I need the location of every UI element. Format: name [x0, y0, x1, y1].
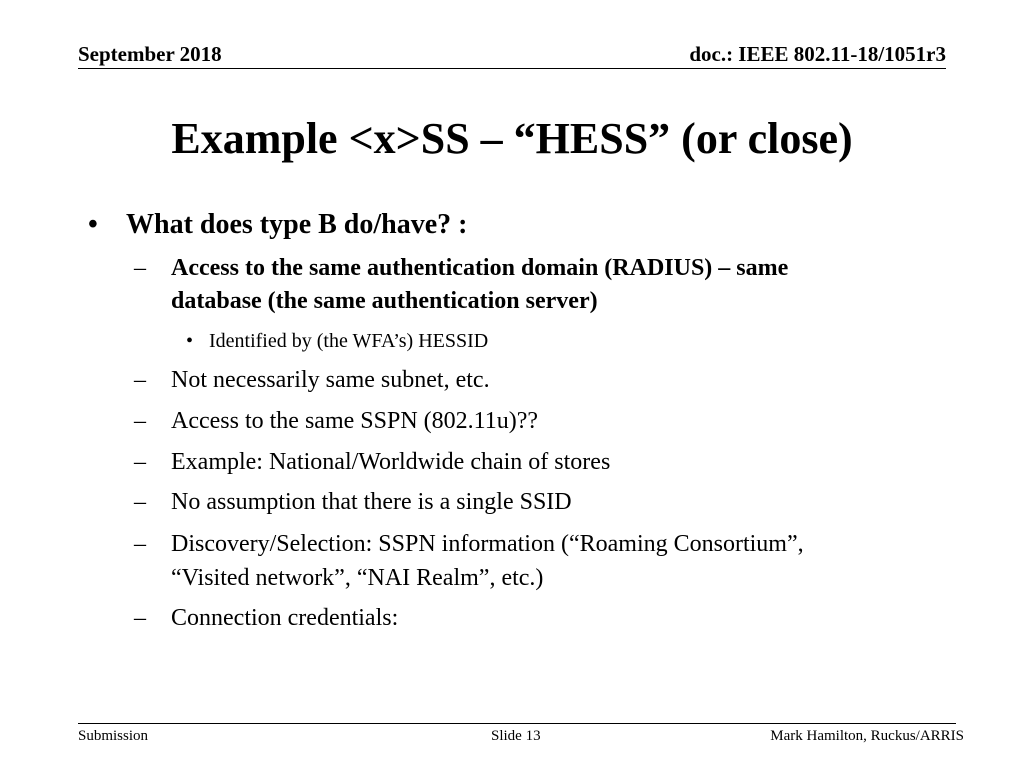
- sub-bullet-auth-line2: database (the same authentication server): [171, 288, 598, 314]
- sub-bullet-discovery-line2: “Visited network”, “NAI Realm”, etc.): [171, 565, 544, 591]
- sub-bullet-item: Access to the same SSPN (802.11u)??: [171, 408, 539, 434]
- sub-bullet-credentials: Connection credentials:: [171, 605, 399, 631]
- sub-bullet-auth-line1: Access to the same authentication domain (RADIUS) – same: [171, 255, 789, 281]
- sub-bullet-item: No assumption that there is a single SSID: [171, 489, 572, 515]
- sub-sub-bullet-hessid: Identified by (the WFA’s) HESSID: [209, 330, 489, 352]
- bullet-marker: •: [88, 209, 98, 240]
- dash-marker: –: [134, 255, 146, 281]
- slide-title: Example <x>SS – “HESS” (or close): [171, 114, 853, 163]
- sub-bullet-item: Not necessarily same subnet, etc.: [171, 367, 490, 393]
- sub-bullet-discovery-line1: Discovery/Selection: SSPN information (“Roaming Consortium”,: [171, 531, 804, 557]
- footer-submission: Submission: [78, 728, 149, 744]
- header-doc-id: doc.: IEEE 802.11-18/1051r3: [689, 42, 946, 66]
- dash-marker: –: [134, 449, 146, 475]
- dash-marker: –: [134, 408, 146, 434]
- footer-divider: [78, 723, 956, 724]
- dash-marker: –: [134, 367, 146, 393]
- sub-bullet-item: Example: National/Worldwide chain of stores: [171, 449, 611, 475]
- dash-marker: –: [134, 489, 146, 515]
- header-date: September 2018: [78, 42, 222, 66]
- dash-marker: –: [134, 531, 146, 557]
- dash-marker: –: [134, 605, 146, 631]
- footer-author: Mark Hamilton, Ruckus/ARRIS: [770, 728, 964, 744]
- sub-sub-bullet-marker: •: [186, 330, 194, 352]
- bullet-main: What does type B do/have? :: [126, 209, 468, 240]
- footer-slide-number: Slide 13: [491, 728, 541, 744]
